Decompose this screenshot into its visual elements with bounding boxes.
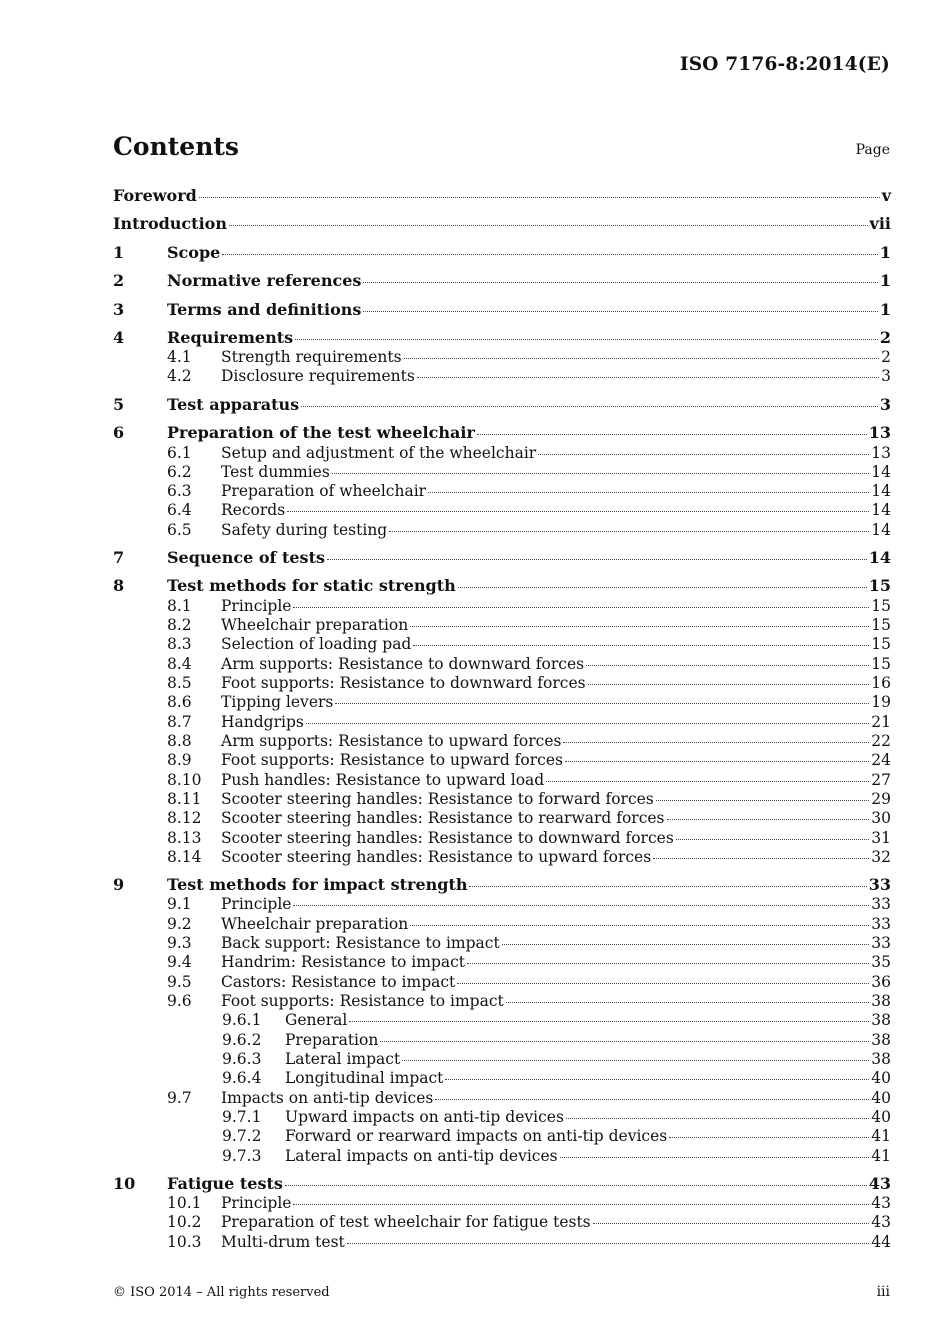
toc-dot-leader — [588, 684, 870, 685]
toc-entry-number: 2 — [113, 271, 125, 290]
toc-entry-page: 15 — [868, 576, 891, 595]
toc-entry[interactable] — [113, 423, 891, 443]
toc-dot-leader — [667, 819, 870, 820]
toc-entry-number: 9.7.2 — [222, 1127, 262, 1145]
page-title: Contents — [113, 132, 240, 161]
toc-dot-leader — [417, 377, 879, 378]
toc-entry-page: 33 — [871, 895, 891, 913]
toc-entry-number: 9 — [113, 875, 125, 894]
toc-dot-leader — [404, 358, 880, 359]
toc-entry-page: 3 — [879, 395, 891, 414]
toc-entry-title: Preparation — [285, 1031, 379, 1049]
toc-entry[interactable] — [113, 1232, 891, 1252]
toc-entry[interactable] — [113, 914, 891, 934]
toc-dot-leader — [565, 761, 869, 762]
toc-entry-title: Principle — [221, 895, 292, 913]
toc-entry[interactable] — [113, 875, 891, 895]
toc-entry-title: Sequence of tests — [167, 548, 325, 567]
toc-entry-number: 8.3 — [167, 635, 192, 653]
toc-dot-leader — [327, 559, 867, 560]
toc-entry-title: Longitudinal impact — [285, 1069, 444, 1087]
toc-entry-number: 9.5 — [167, 973, 192, 991]
toc-entry[interactable] — [113, 576, 891, 596]
toc-entry[interactable] — [113, 952, 891, 972]
toc-entry-number: 9.6 — [167, 992, 192, 1010]
toc-entry-number: 8.7 — [167, 713, 192, 731]
toc-dot-leader — [222, 254, 878, 255]
toc-entry[interactable] — [113, 1049, 891, 1069]
toc-dot-leader — [301, 406, 878, 407]
toc-dot-leader — [458, 587, 867, 588]
toc-entry-number: 9.4 — [167, 953, 192, 971]
toc-entry-page: 27 — [871, 771, 891, 789]
toc-dot-leader — [586, 665, 869, 666]
toc-entry[interactable] — [113, 654, 891, 674]
toc-entry-page: 13 — [868, 423, 891, 442]
toc-entry-title: Test methods for impact strength — [167, 875, 468, 894]
toc-entry[interactable] — [113, 395, 891, 415]
toc-entry-page: 15 — [871, 655, 891, 673]
toc-entry-number: 8.2 — [167, 616, 192, 634]
toc-dot-leader — [457, 983, 869, 984]
toc-dot-leader — [363, 282, 877, 283]
toc-entry-page: 40 — [871, 1089, 891, 1107]
toc-entry-number: 1 — [113, 243, 125, 262]
toc-entry-page: 38 — [871, 1050, 891, 1068]
toc-entry-page: 43 — [871, 1213, 891, 1231]
toc-entry-number: 8.9 — [167, 751, 192, 769]
toc-entry-number: 9.7.3 — [222, 1147, 262, 1165]
toc-dot-leader — [428, 492, 869, 493]
toc-entry-page: 24 — [871, 751, 891, 769]
toc-entry-title: Lateral impacts on anti-tip devices — [285, 1147, 558, 1165]
toc-entry-number: 6.1 — [167, 444, 192, 462]
toc-entry[interactable] — [113, 186, 891, 206]
toc-entry[interactable] — [113, 634, 891, 654]
toc-dot-leader — [293, 905, 869, 906]
toc-entry-number: 8.6 — [167, 693, 192, 711]
toc-dot-leader — [413, 645, 869, 646]
toc-entry-title: Scooter steering handles: Resistance to forward forces — [221, 790, 654, 808]
toc-entry-title: Requirements — [167, 328, 294, 347]
toc-entry-page: 16 — [871, 674, 891, 692]
toc-entry[interactable] — [113, 712, 891, 732]
toc-entry-number: 4.1 — [167, 348, 192, 366]
toc-entry-title: Test methods for static strength — [167, 576, 456, 595]
toc-entry-page: 1 — [879, 300, 891, 319]
toc-entry[interactable] — [113, 1146, 891, 1166]
toc-entry-title: Upward impacts on anti-tip devices — [285, 1108, 564, 1126]
toc-entry[interactable] — [113, 1107, 891, 1127]
toc-entry-page: 29 — [871, 790, 891, 808]
toc-entry-page: 44 — [871, 1233, 891, 1251]
toc-entry-title: Introduction — [113, 214, 227, 233]
toc-dot-leader — [293, 607, 869, 608]
toc-entry-page: 2 — [879, 328, 891, 347]
toc-entry-title: Scooter steering handles: Resistance to upward forces — [221, 848, 652, 866]
toc-entry-title: Back support: Resistance to impact — [221, 934, 500, 952]
toc-dot-leader — [563, 742, 869, 743]
toc-entry-page: 43 — [871, 1194, 891, 1212]
toc-entry-title: Scooter steering handles: Resistance to rearward forces — [221, 809, 665, 827]
toc-entry-title: Arm supports: Resistance to downward forces — [221, 655, 585, 673]
toc-entry-number: 6 — [113, 423, 125, 442]
toc-entry-title: Safety during testing — [221, 521, 388, 539]
toc-entry-page: 15 — [871, 635, 891, 653]
toc-entry[interactable] — [113, 366, 891, 386]
toc-dot-leader — [538, 454, 869, 455]
toc-entry-title: Foreword — [113, 186, 197, 205]
toc-entry-title: Preparation of wheelchair — [221, 482, 427, 500]
toc-dot-leader — [380, 1041, 869, 1042]
toc-entry-page: 14 — [868, 548, 891, 567]
toc-entry-page: 1 — [879, 271, 891, 290]
toc-entry-number: 8.8 — [167, 732, 192, 750]
toc-entry-page: 15 — [871, 616, 891, 634]
toc-entry-page: 14 — [871, 463, 891, 481]
toc-entry-title: Test apparatus — [167, 395, 300, 414]
toc-dot-leader — [669, 1137, 869, 1138]
toc-entry[interactable] — [113, 828, 891, 848]
toc-entry[interactable] — [113, 500, 891, 520]
toc-entry-title: Principle — [221, 597, 292, 615]
toc-dot-leader — [560, 1157, 870, 1158]
toc-entry-page: vii — [869, 214, 891, 233]
toc-entry[interactable] — [113, 770, 891, 790]
toc-dot-leader — [502, 944, 870, 945]
toc-entry-number: 9.3 — [167, 934, 192, 952]
toc-entry-page: 15 — [871, 597, 891, 615]
toc-entry-title: Push handles: Resistance to upward load — [221, 771, 545, 789]
toc-entry[interactable] — [113, 673, 891, 693]
toc-entry-number: 8.14 — [167, 848, 202, 866]
toc-entry-page: v — [881, 186, 891, 205]
toc-entry-title: Impacts on anti-tip devices — [221, 1089, 434, 1107]
toc-entry-page: 19 — [871, 693, 891, 711]
toc-entry-page: 38 — [871, 1011, 891, 1029]
toc-entry[interactable] — [113, 271, 891, 291]
toc-entry[interactable] — [113, 462, 891, 482]
toc-entry-number: 8 — [113, 576, 125, 595]
toc-entry-number: 6.5 — [167, 521, 192, 539]
toc-entry-page: 14 — [871, 482, 891, 500]
toc-entry-number: 9.1 — [167, 895, 192, 913]
toc-entry-number: 8.5 — [167, 674, 192, 692]
toc-entry-number: 9.6.2 — [222, 1031, 262, 1049]
toc-entry-title: Arm supports: Resistance to upward forces — [221, 732, 562, 750]
toc-dot-leader — [402, 1060, 869, 1061]
toc-entry-number: 8.12 — [167, 809, 202, 827]
toc-dot-leader — [506, 1002, 870, 1003]
toc-entry-page: 14 — [871, 521, 891, 539]
toc-entry[interactable] — [113, 692, 891, 712]
toc-dot-leader — [306, 723, 869, 724]
toc-dot-leader — [287, 511, 869, 512]
toc-entry[interactable] — [113, 1174, 891, 1194]
toc-entry-page: 31 — [871, 829, 891, 847]
toc-dot-leader — [363, 311, 877, 312]
toc-entry-title: General — [285, 1011, 348, 1029]
toc-entry[interactable] — [113, 750, 891, 770]
toc-entry-title: Handrim: Resistance to impact — [221, 953, 466, 971]
toc-entry[interactable] — [113, 347, 891, 367]
toc-entry-page: 41 — [871, 1147, 891, 1165]
toc-entry-number: 3 — [113, 300, 125, 319]
toc-dot-leader — [199, 197, 880, 198]
toc-entry-page: 33 — [871, 934, 891, 952]
toc-entry-page: 33 — [871, 915, 891, 933]
toc-entry[interactable] — [113, 481, 891, 501]
toc-entry-page: 36 — [871, 973, 891, 991]
toc-dot-leader — [229, 225, 868, 226]
toc-entry-number: 9.7.1 — [222, 1108, 262, 1126]
toc-entry[interactable] — [113, 1088, 891, 1108]
toc-entry[interactable] — [113, 615, 891, 635]
toc-entry-page: 32 — [871, 848, 891, 866]
toc-dot-leader — [546, 781, 869, 782]
toc-entry[interactable] — [113, 214, 891, 234]
toc-entry-number: 4.2 — [167, 367, 192, 385]
toc-entry-number: 6.4 — [167, 501, 192, 519]
toc-dot-leader — [676, 839, 869, 840]
toc-entry[interactable] — [113, 443, 891, 463]
toc-dot-leader — [347, 1243, 870, 1244]
toc-entry[interactable] — [113, 1068, 891, 1088]
document-id: ISO 7176-8:2014(E) — [679, 54, 890, 75]
toc-entry[interactable] — [113, 894, 891, 914]
toc-entry-page: 38 — [871, 1031, 891, 1049]
toc-dot-leader — [349, 1021, 869, 1022]
toc-entry-title: Preparation of the test wheelchair — [167, 423, 475, 442]
toc-entry-page: 43 — [868, 1174, 891, 1193]
toc-entry-title: Castors: Resistance to impact — [221, 973, 456, 991]
toc-entry-title: Forward or rearward impacts on anti-tip devices — [285, 1127, 668, 1145]
toc-entry-page: 3 — [881, 367, 891, 385]
toc-entry[interactable] — [113, 1193, 891, 1213]
toc-entry-title: Scope — [167, 243, 221, 262]
toc-entry[interactable] — [113, 300, 891, 320]
toc-entry-title: Multi-drum test — [221, 1233, 345, 1251]
toc-dot-leader — [335, 703, 869, 704]
toc-entry[interactable] — [113, 991, 891, 1011]
toc-entry[interactable] — [113, 243, 891, 263]
footer-copyright: © ISO 2014 – All rights reserved — [113, 1285, 330, 1300]
toc-entry-page: 14 — [871, 501, 891, 519]
toc-entry-number: 6.2 — [167, 463, 192, 481]
toc-entry-number: 8.11 — [167, 790, 202, 808]
toc-entry-title: Strength requirements — [221, 348, 402, 366]
toc-entry-number: 10.3 — [167, 1233, 202, 1251]
toc-dot-leader — [467, 963, 869, 964]
toc-dot-leader — [653, 858, 869, 859]
toc-entry-number: 8.10 — [167, 771, 202, 789]
toc-entry-title: Lateral impact — [285, 1050, 401, 1068]
toc-entry-title: Setup and adjustment of the wheelchair — [221, 444, 537, 462]
toc-entry[interactable] — [113, 731, 891, 751]
toc-entry-number: 9.6.1 — [222, 1011, 262, 1029]
toc-entry-title: Principle — [221, 1194, 292, 1212]
toc-entry-page: 40 — [871, 1108, 891, 1126]
toc-dot-leader — [477, 434, 867, 435]
toc-dot-leader — [285, 1185, 867, 1186]
toc-entry[interactable] — [113, 1010, 891, 1030]
toc-entry-number: 5 — [113, 395, 125, 414]
toc-entry-title: Wheelchair preparation — [221, 616, 409, 634]
toc-entry[interactable] — [113, 808, 891, 828]
toc-entry-page: 30 — [871, 809, 891, 827]
toc-dot-leader — [332, 473, 869, 474]
toc-dot-leader — [435, 1099, 869, 1100]
toc-entry-number: 4 — [113, 328, 125, 347]
toc-entry[interactable] — [113, 847, 891, 867]
toc-entry-page: 35 — [871, 953, 891, 971]
toc-entry-title: Normative references — [167, 271, 362, 290]
toc-entry-page: 21 — [871, 713, 891, 731]
toc-entry[interactable] — [113, 789, 891, 809]
toc-entry-number: 8.1 — [167, 597, 192, 615]
toc-entry-title: Test dummies — [221, 463, 330, 481]
toc-dot-leader — [410, 925, 869, 926]
toc-entry-number: 9.6.3 — [222, 1050, 262, 1068]
toc-entry[interactable] — [113, 972, 891, 992]
toc-entry[interactable] — [113, 1126, 891, 1146]
toc-dot-leader — [445, 1079, 869, 1080]
toc-entry-page: 1 — [879, 243, 891, 262]
toc-entry-page: 13 — [871, 444, 891, 462]
toc-entry-title: Foot supports: Resistance to impact — [221, 992, 504, 1010]
toc-entry-title: Preparation of test wheelchair for fatigue tests — [221, 1213, 591, 1231]
toc-entry-number: 10.1 — [167, 1194, 202, 1212]
toc-entry[interactable] — [113, 548, 891, 568]
toc-dot-leader — [293, 1204, 869, 1205]
toc-entry-title: Selection of loading pad — [221, 635, 412, 653]
toc-entry-number: 6.3 — [167, 482, 192, 500]
toc-entry-page: 38 — [871, 992, 891, 1010]
toc-entry-title: Tipping levers — [221, 693, 334, 711]
toc-entry-page: 41 — [871, 1127, 891, 1145]
toc-entry-title: Disclosure requirements — [221, 367, 415, 385]
toc-entry-title: Terms and definitions — [167, 300, 362, 319]
toc-entry-number: 9.2 — [167, 915, 192, 933]
toc-entry[interactable] — [113, 328, 891, 348]
toc-entry-number: 9.6.4 — [222, 1069, 262, 1087]
toc-entry-title: Foot supports: Resistance to downward forces — [221, 674, 586, 692]
toc-entry[interactable] — [113, 596, 891, 616]
toc-entry-title: Fatigue tests — [167, 1174, 283, 1193]
toc-entry-title: Wheelchair preparation — [221, 915, 409, 933]
toc-entry-page: 22 — [871, 732, 891, 750]
toc-entry[interactable] — [113, 520, 891, 540]
toc-entry[interactable] — [113, 933, 891, 953]
toc-entry-number: 10 — [113, 1174, 136, 1193]
toc-dot-leader — [656, 800, 870, 801]
toc-dot-leader — [566, 1118, 869, 1119]
toc-entry-number: 8.13 — [167, 829, 202, 847]
toc-dot-leader — [389, 531, 869, 532]
footer-page-number: iii — [876, 1284, 890, 1300]
toc-dot-leader — [410, 626, 869, 627]
toc-entry-page: 2 — [881, 348, 891, 366]
toc-dot-leader — [469, 886, 866, 887]
toc-entry-page: 40 — [871, 1069, 891, 1087]
toc-entry-title: Scooter steering handles: Resistance to downward forces — [221, 829, 674, 847]
toc-entry-number: 9.7 — [167, 1089, 192, 1107]
page-column-label: Page — [855, 142, 890, 158]
toc-dot-leader — [593, 1223, 870, 1224]
toc-entry[interactable] — [113, 1030, 891, 1050]
toc-entry-number: 8.4 — [167, 655, 192, 673]
toc-entry-number: 10.2 — [167, 1213, 202, 1231]
toc-entry-title: Foot supports: Resistance to upward forces — [221, 751, 563, 769]
toc-entry-title: Records — [221, 501, 286, 519]
toc-entry-number: 7 — [113, 548, 125, 567]
toc-entry-page: 33 — [868, 875, 891, 894]
toc-dot-leader — [295, 339, 878, 340]
toc-entry[interactable] — [113, 1212, 891, 1232]
toc-entry-title: Handgrips — [221, 713, 304, 731]
